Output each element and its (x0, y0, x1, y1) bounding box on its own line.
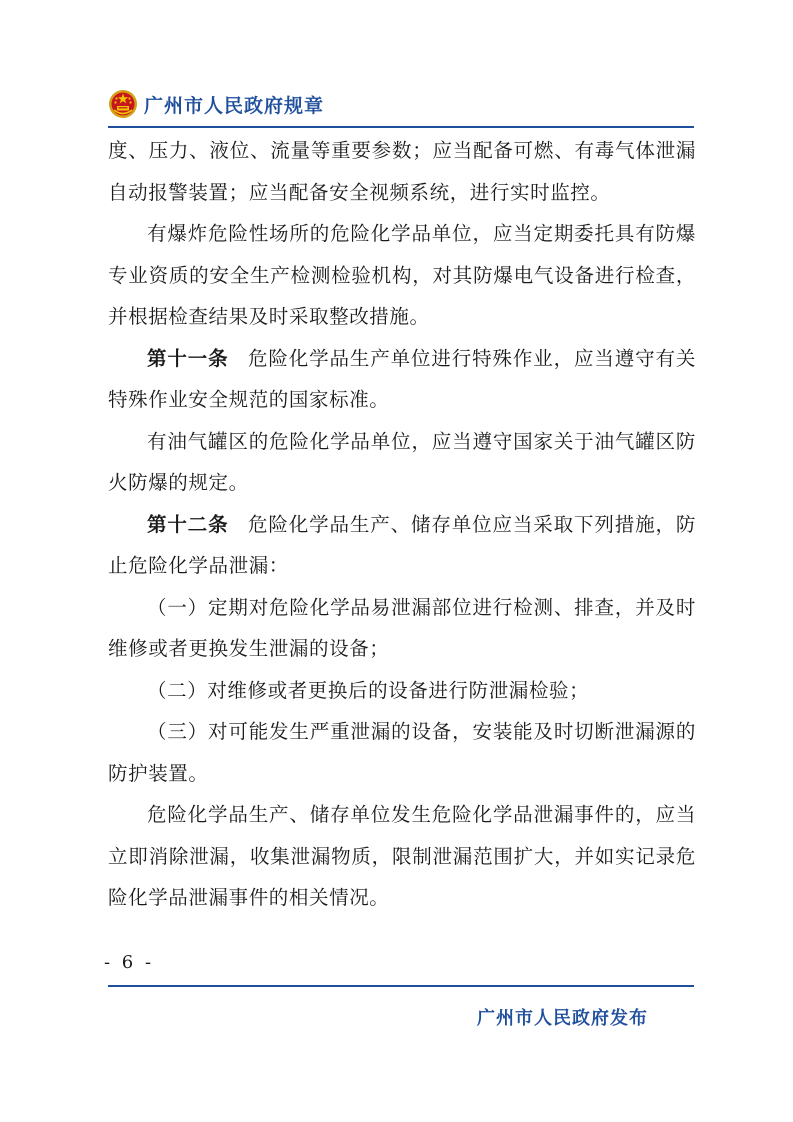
paragraph-text: 有爆炸危险性场所的危险化学品单位，应当定期委托具有防爆专业资质的安全生产检测检验机构，对其防爆电气设备进行检查，并根据检查结果及时采取整改措施。 (108, 222, 696, 328)
page-number: - 6 - (104, 952, 155, 973)
document-body (108, 130, 696, 919)
list-item (108, 587, 696, 670)
paragraph (108, 421, 696, 504)
paragraph-text: 危险化学品生产、储存单位应当采取下列措施，防止危险化学品泄漏： (108, 512, 697, 577)
national-emblem-icon (108, 89, 138, 119)
paragraph-text: （二）对维修或者更换后的设备进行防泄漏检验； (147, 678, 590, 702)
paragraph-text: （一）定期对危险化学品易泄漏部位进行检测、排查，并及时维修或者更换发生泄漏的设备； (108, 595, 696, 660)
article-paragraph (108, 504, 696, 587)
list-item (108, 711, 696, 794)
paragraph (108, 794, 696, 919)
header-title: 广州市人民政府规章 (144, 94, 325, 117)
paragraph-text: 度、压力、液位、流量等重要参数；应当配备可燃、有毒气体泄漏自动报警装置；应当配备安全视频系统，进行实时监控。 (108, 139, 696, 204)
paragraph (108, 130, 696, 213)
footer-divider (108, 985, 694, 987)
paragraph-text: 危险化学品生产单位进行特殊作业，应当遵守有关特殊作业安全规范的国家标准。 (108, 346, 697, 411)
article-heading: 第十二条 (147, 512, 229, 536)
footer-publisher: 广州市人民政府发布 (477, 1008, 648, 1029)
paragraph-text: 危险化学品生产、储存单位发生危险化学品泄漏事件的，应当立即消除泄漏，收集泄漏物质，限制泄漏范围扩大，并如实记录危险化学品泄漏事件的相关情况。 (108, 803, 696, 909)
article-paragraph (108, 338, 696, 421)
paragraph-text: 有油气罐区的危险化学品单位，应当遵守国家关于油气罐区防火防爆的规定。 (108, 429, 696, 494)
paragraph (108, 213, 696, 338)
list-item (108, 670, 696, 712)
paragraph-text: （三）对可能发生严重泄漏的设备，安装能及时切断泄漏源的防护装置。 (108, 720, 696, 785)
page-header (108, 84, 324, 124)
header-divider (108, 126, 694, 128)
article-heading: 第十一条 (147, 346, 229, 370)
